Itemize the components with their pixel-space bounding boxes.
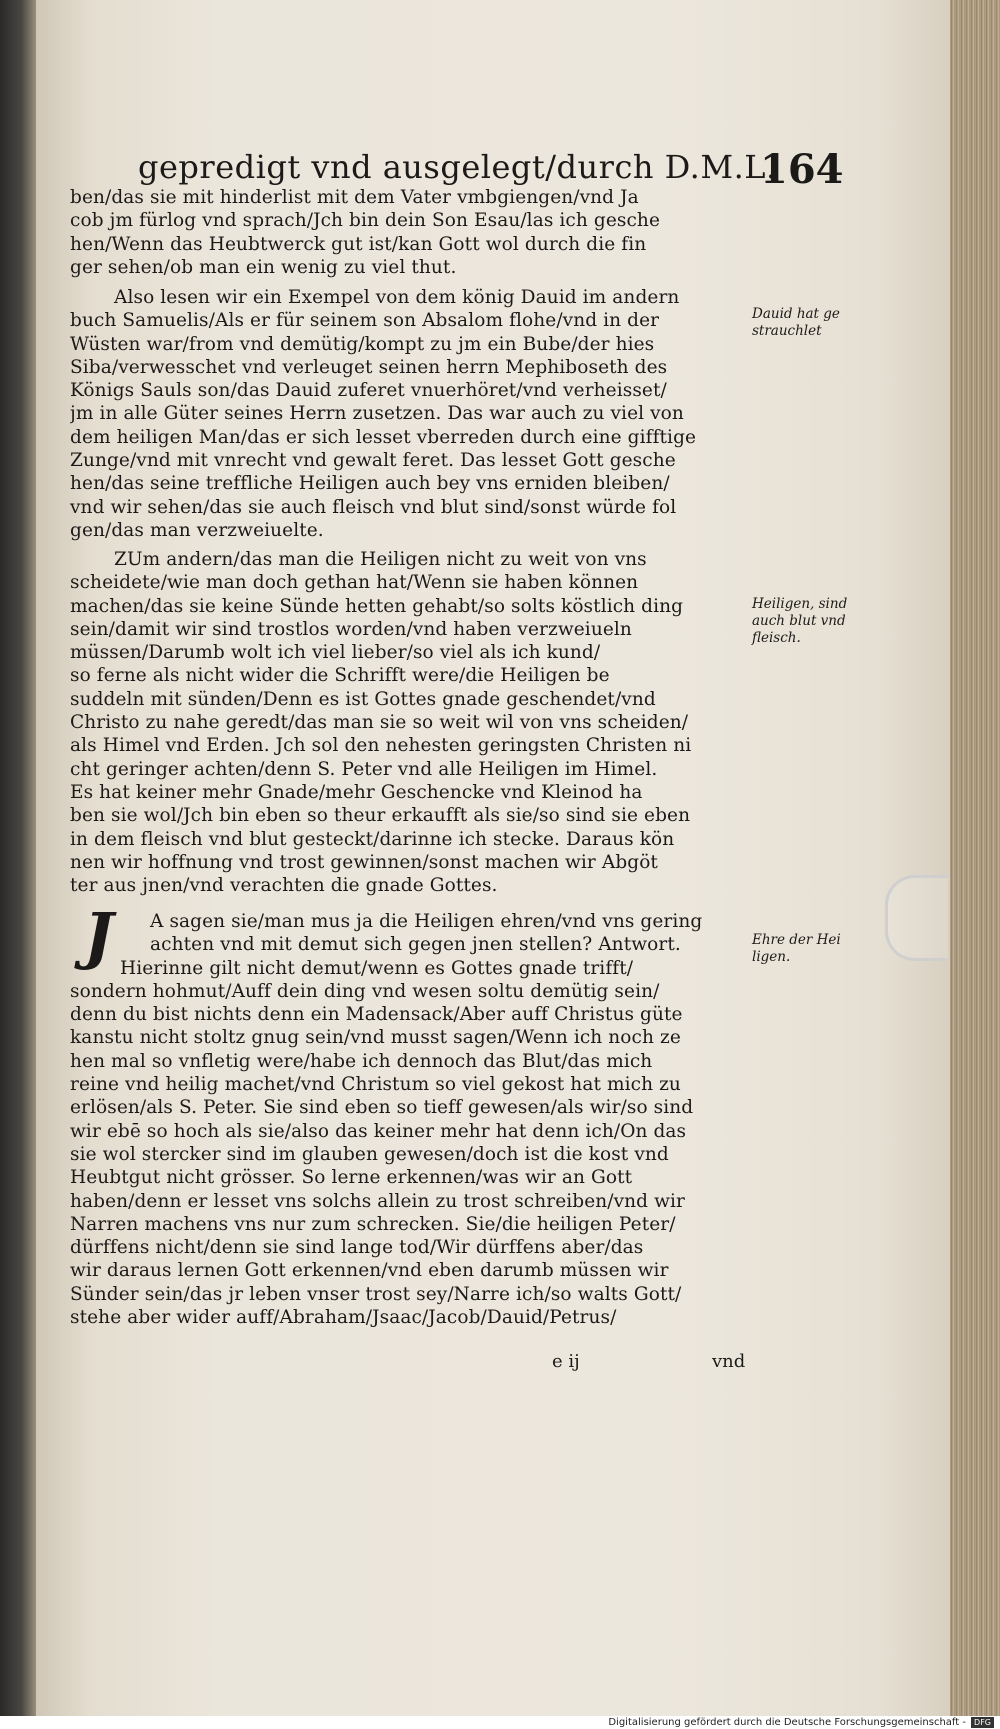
text-line: dem heiligen Man/das er sich lesset vberreden durch eine gifftige	[70, 426, 697, 448]
text-line: suddeln mit sünden/Denn es ist Gottes gnade geschendet/vnd	[70, 688, 656, 710]
text-line: jm in alle Güter seines Herrn zusetzen. Das war auch zu viel von	[70, 403, 684, 425]
dfg-badge: DFG	[971, 1717, 994, 1728]
text-line: Sünder sein/das jr leben vnser trost sey/Narre ich/so walts Gott/	[70, 1283, 682, 1305]
text-line: denn du bist nichts denn ein Madensack/Aber auff Christus güte	[70, 1004, 683, 1026]
text-line: machen/das sie keine Sünde hetten gehabt/so solts köstlich ding	[70, 595, 684, 617]
page-fore-edge	[950, 0, 1000, 1716]
text-line: Hierinne gilt nicht demut/wenn es Gottes gnade trifft/	[120, 957, 634, 979]
text-line: Königs Sauls son/das Dauid zuferet vnuerhöret/vnd verheisset/	[70, 380, 667, 402]
text-line: Zunge/vnd mit vnrecht vnd gewalt feret. Das lesset Gott gesche	[70, 450, 676, 472]
text-line: stehe aber wider auff/Abraham/Jsaac/Jacob/Dauid/Petrus/	[70, 1307, 617, 1329]
text-line: cht geringer achten/denn S. Peter vnd alle Heiligen im Himel.	[70, 758, 658, 780]
margin-note-david: Dauid hat ge strauchlet	[752, 306, 840, 339]
text-line: Christo zu nahe geredt/das man sie so weit wil von vns scheiden/	[70, 712, 689, 734]
text-line: hen mal so vnfletig were/habe ich dennoch das Blut/das mich	[70, 1050, 653, 1072]
text-line: ben sie wol/Jch bin eben so theur erkaufft als sie/so sind sie eben	[70, 805, 691, 827]
running-head: gepredigt vnd ausgelegt/durch D.M.L.	[138, 148, 777, 186]
text-line: dürffens nicht/denn sie sind lange tod/Wir dürffens aber/das	[70, 1237, 644, 1259]
text-line: sie wol stercker sind im glauben gewesen/doch ist die kost vnd	[70, 1143, 669, 1165]
digitization-credit: Digitalisierung gefördert durch die Deutsche Forschungsgemeinschaft -	[608, 1717, 966, 1728]
text-line: ger sehen/ob man ein wenig zu viel thut.	[70, 256, 457, 278]
book-gutter	[0, 0, 36, 1729]
paragraph-heiligen-ehren	[70, 910, 750, 1329]
text-line: reine vnd heilig machet/vnd Christum so viel gekost hat mich zu	[70, 1074, 681, 1096]
text-line: Heubtgut nicht grösser. So lerne erkennen/was wir an Gott	[70, 1167, 633, 1189]
margin-note-ehre: Ehre der Hei ligen.	[752, 932, 841, 965]
text-line: A sagen sie/man mus ja die Heiligen ehren/vnd vns gering	[150, 911, 703, 932]
paragraph-david	[70, 286, 750, 542]
text-line: gen/das man verzweiuelte.	[70, 519, 324, 541]
text-line: erlösen/als S. Peter. Sie sind eben so tieff gewesen/als wir/so sind	[70, 1097, 694, 1119]
text-line: sondern hohmut/Auff dein ding vnd wesen soltu demütig sein/	[70, 980, 660, 1002]
text-line: sein/damit wir sind trostlos worden/vnd haben verzweiueln	[70, 618, 632, 640]
text-line: hen/Wenn das Heubtwerck gut ist/kan Gott wol durch die fin	[70, 233, 647, 255]
text-line: achten vnd mit demut sich gegen jnen stellen? Antwort.	[150, 934, 681, 956]
text-line: Narren machens vns nur zum schrecken. Sie/die heiligen Peter/	[70, 1213, 676, 1235]
text-line: vnd wir sehen/das sie auch fleisch vnd blut sind/sonst würde fol	[70, 496, 677, 518]
text-line: buch Samuelis/Als er für seinem son Absalom flohe/vnd in der	[70, 310, 660, 332]
text-line: scheidete/wie man doch gethan hat/Wenn sie haben können	[70, 572, 639, 594]
text-line: cob jm fürlog vnd sprach/Jch bin dein Son Esau/las ich gesche	[70, 210, 660, 232]
text-line: haben/denn er lesset vns solchs allein zu trost schreiben/vnd wir	[70, 1190, 686, 1212]
page-clip	[885, 875, 948, 961]
initial-letter: J	[84, 899, 114, 972]
text-line: wir ebē so hoch als sie/also das keiner mehr hat denn ich/On das	[70, 1120, 687, 1142]
text-line: Wüsten war/from vnd demütig/kompt zu jm ein Bube/der hies	[70, 333, 655, 355]
paragraph-continuation	[70, 186, 750, 279]
text-line: ZUm andern/das man die Heiligen nicht zu weit von vns	[114, 549, 647, 570]
text-line: nen wir hoffnung vnd trost gewinnen/sonst machen wir Abgöt	[70, 851, 658, 873]
paragraph-zum-andern	[70, 548, 750, 897]
text-line: hen/das seine treffliche Heiligen auch bey vns erniden bleiben/	[70, 473, 670, 495]
text-line: Siba/verwesschet vnd verleuget seinen herrn Mephiboseth des	[70, 356, 668, 378]
text-line: so ferne als nicht wider die Schrifft were/die Heiligen be	[70, 665, 610, 687]
text-line: als Himel vnd Erden. Jch sol den nehesten geringsten Christen ni	[70, 735, 692, 757]
folio-number: 164	[760, 146, 844, 193]
text-line: Es hat keiner mehr Gnade/mehr Geschencke vnd Kleinod ha	[70, 781, 643, 803]
text-line: kanstu nicht stoltz gnug sein/vnd musst sagen/Wenn ich noch ze	[70, 1027, 681, 1049]
text-line: ter aus jnen/vnd verachten die gnade Gottes.	[70, 875, 498, 897]
margin-note-heiligen: Heiligen, sind auch blut vnd fleisch.	[752, 596, 848, 646]
text-line: wir daraus lernen Gott erkennen/vnd eben darumb müssen wir	[70, 1260, 669, 1282]
text-line: müssen/Darumb wolt ich viel lieber/so viel als ich kund/	[70, 642, 601, 664]
text-line: ben/das sie mit hinderlist mit dem Vater vmbgiengen/vnd Ja	[70, 187, 639, 208]
signature-mark: e ij	[552, 1351, 580, 1372]
text-line: in dem fleisch vnd blut gesteckt/darinne ich stecke. Daraus kön	[70, 828, 675, 850]
text-line: Also lesen wir ein Exempel von dem könig Dauid im andern	[114, 287, 680, 308]
catchword: vnd	[712, 1351, 746, 1372]
